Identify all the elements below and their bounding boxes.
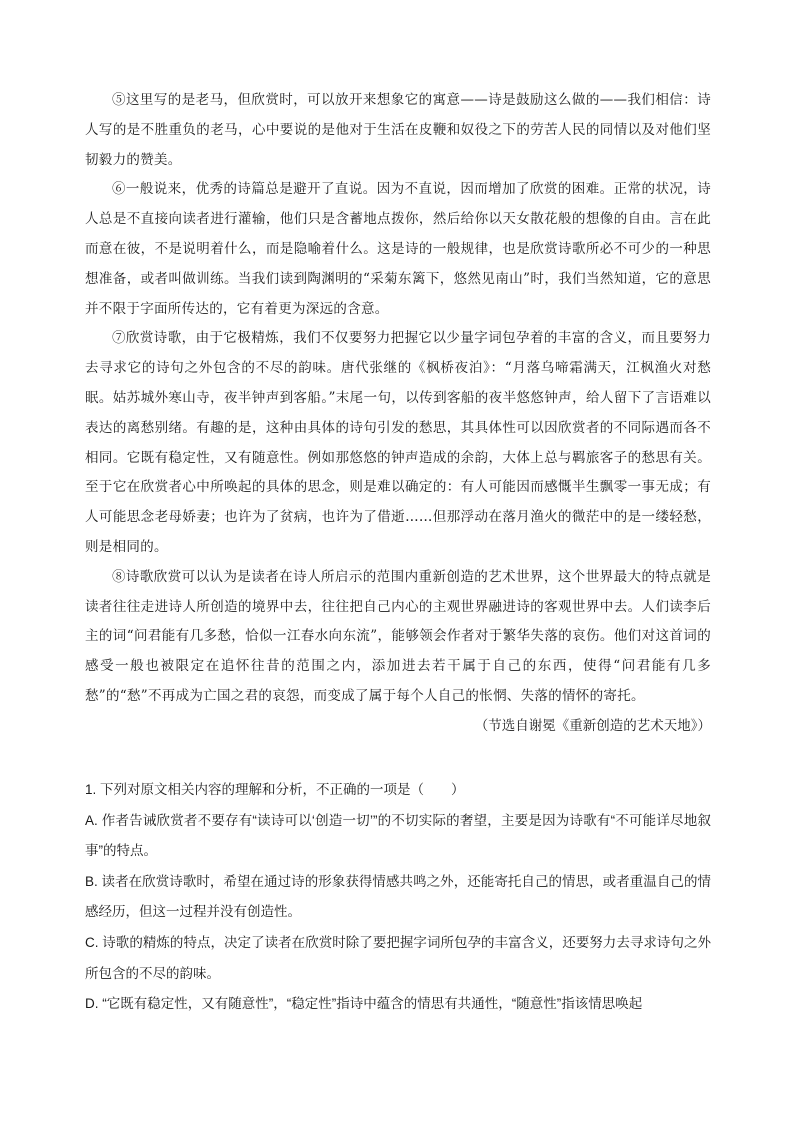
- question-stem: 1. 下列对原文相关内容的理解和分析，不正确的一项是（ ）: [85, 782, 465, 797]
- option-c: C. 诗歌的精炼的特点，决定了读者在欣赏时除了要把握字词所包孕的丰富含义，还要努力去寻求诗句之外所包含的不尽的韵味。: [85, 934, 711, 981]
- option-a: A. 作者告诫欣赏者不要存有“读诗可以‘创造一切’”的不切实际的奢望，主要是因为诗歌有“不可能详尽地叙事”的特点。: [85, 812, 711, 859]
- option-b: B. 读者在欣赏诗歌时，希望在通过诗的形象获得情感共鸣之外，还能寄托自己的情思，或者重温自己的情感经历，但这一过程并没有创造性。: [85, 873, 711, 920]
- option-d: D. “它既有稳定性，又有随意性”，“稳定性”指诗中蕴含的情思有共通性，“随意性”指该情思唤起: [85, 996, 643, 1012]
- passage: [85, 86, 711, 742]
- question-block: [85, 775, 711, 1020]
- paragraph-6: ⑥一般说来，优秀的诗篇总是避开了直说。因为不直说，因而增加了欣赏的困难。正常的状况，诗人总是不直接向读者进行灌输，他们只是含蓄地点拨你，然后给你以天女散花般的想像的自由。言在此而意在彼，不是说明着什么，而是隐喻着什么。这是诗的一般规律，也是欣赏诗歌所必不可少的一种思想准备，或者叫做训练。当我们读到陶渊明的“采菊东篱下，悠然见南山”时，我们当然知道，它的意思并不限于字面所传达的，它有着更为深远的含意。: [85, 181, 711, 317]
- paragraph-5: ⑤这里写的是老马，但欣赏时，可以放开来想象它的寓意——诗是鼓励这么做的——我们相信：诗人写的是不胜重负的老马，心中要说的是他对于生活在皮鞭和奴役之下的劳苦人民的同情以及对他们坚韧毅力的赞美。: [85, 92, 711, 168]
- paragraph-8: ⑧诗歌欣赏可以认为是读者在诗人所启示的范围内重新创造的艺术世界，这个世界最大的特点就是读者往往走进诗人所创造的境界中去，往往把自己内心的主观世界融进诗的客观世界中去。人们读李后主的词“问君能有几多愁，恰似一江春水向东流”，能够领会作者对于繁华失落的哀伤。他们对这首词的感受一般也被限定在追怀往昔的范围之内，添加进去若干属于自己的东西，使得“问君能有几多愁”的“愁”不再成为亡国之君的哀怨，而变成了属于每个人自己的怅惘、失落的情怀的寄托。: [85, 568, 711, 704]
- passage-source: （节选自谢冕《重新创造的艺术天地》）: [474, 717, 711, 734]
- paragraph-7: ⑦欣赏诗歌，由于它极精炼，我们不仅要努力把握它以少量字词包孕着的丰富的含义，而且要努力去寻求它的诗句之外包含的不尽的韵味。唐代张继的《枫桥夜泊》：“月落乌啼霜满天，江枫渔火对愁眠。姑苏城外寒山寺，夜半钟声到客船。”末尾一句，以传到客船的夜半悠悠钟声，给人留下了言语难以表达的离愁别绪。有趣的是，这种由具体的诗句引发的愁思，其具体性可以因欣赏者的不同际遇而各不相同。它既有稳定性，又有随意性。例如那悠悠的钟声造成的余韵，大体上总与羁旅客子的愁思有关。至于它在欣赏者心中所唤起的具体的思念，则是难以确定的：有人可能因而感慨半生飘零一事无成；有人可能思念老母娇妻；也许为了贫病，也许为了借逝……但那浮动在落月渔火的微茫中的是一缕轻愁，则是相同的。: [85, 330, 711, 555]
